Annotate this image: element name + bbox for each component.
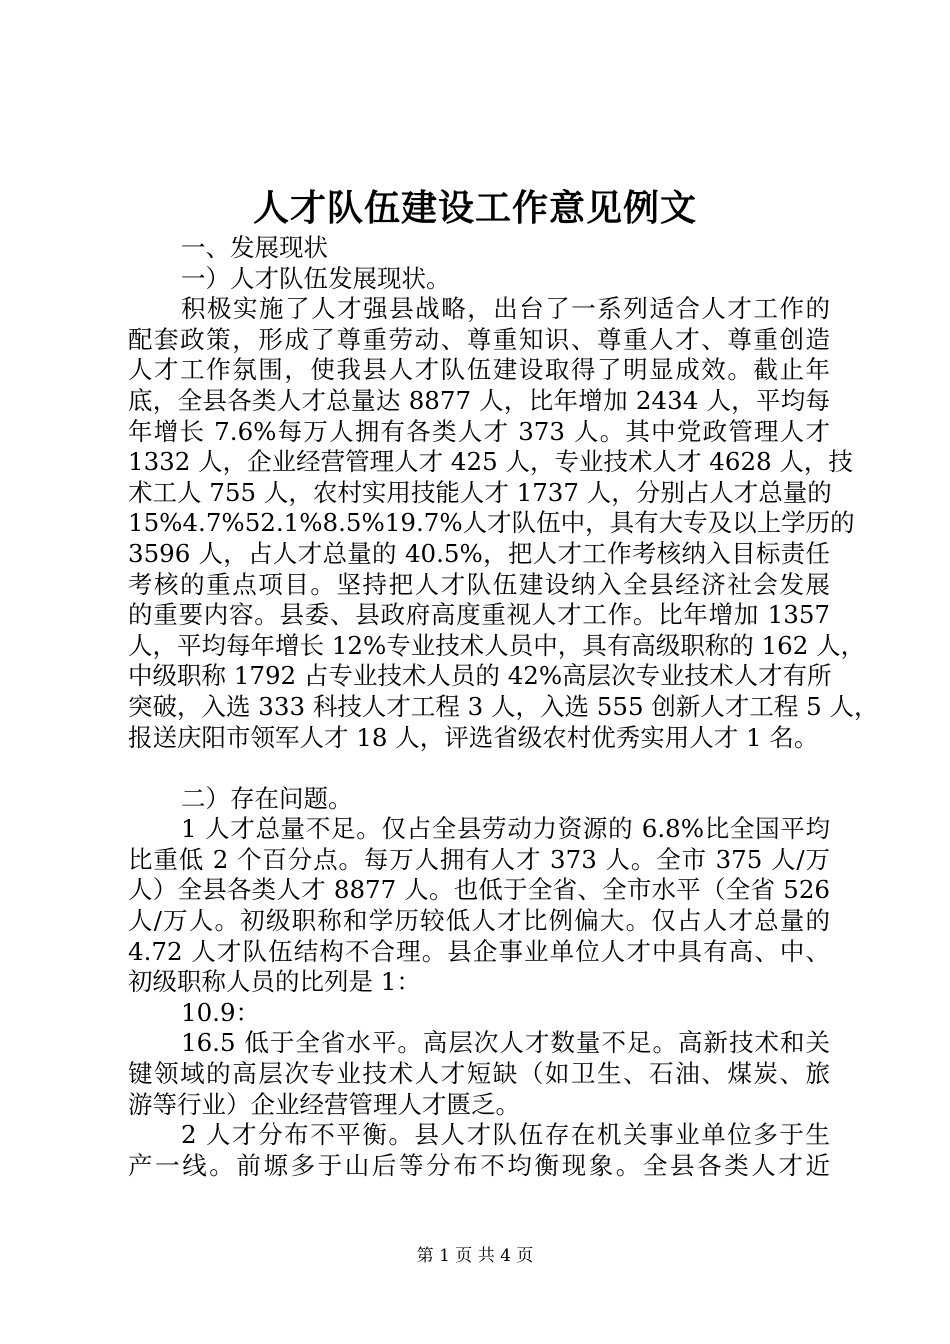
paragraph-line: 16.5 低于全省水平。高层次人才数量不足。高新技术和关 bbox=[181, 1028, 830, 1058]
paragraph-line: 配套政策，形成了尊重劳动、尊重知识、尊重人才、尊重创造 bbox=[128, 324, 830, 354]
paragraph-line: 报送庆阳市领军人才 18 人，评选省级农村优秀实用人才 1 名。 bbox=[128, 722, 819, 752]
paragraph-line: 1332 人，企业经营管理人才 425 人，专业技术人才 4628 人，技 bbox=[128, 447, 853, 477]
paragraph-line: 人）全县各类人才 8877 人。也低于全省、全市水平（全省 526 bbox=[128, 875, 830, 905]
paragraph-line: 的重要内容。县委、县政府高度重视人才工作。比年增加 1357 bbox=[128, 600, 830, 630]
document-body bbox=[128, 233, 879, 1181]
paragraph-line: 游等行业）企业经营管理人才匮乏。 bbox=[128, 1089, 520, 1119]
paragraph-line: 3596 人，占人才总量的 40.5%，把人才工作考核纳入目标责任 bbox=[128, 538, 830, 568]
paragraph-line: 突破，入选 333 科技人才工程 3 人，入选 555 创新人才工程 5 人， bbox=[128, 691, 879, 721]
paragraph-line: 考核的重点项目。坚持把人才队伍建设纳入全县经济社会发展 bbox=[128, 569, 830, 599]
paragraph-line: 术工人 755 人，农村实用技能人才 1737 人，分别占人才总量的 bbox=[128, 477, 832, 507]
paragraph-line: 1 人才总量不足。仅占全县劳动力资源的 6.8%比全国平均 bbox=[181, 814, 830, 844]
paragraph-line: 底，全县各类人才总量达 8877 人，比年增加 2434 人，平均每 bbox=[128, 385, 830, 415]
document-title: 人才队伍建设工作意见例文 bbox=[252, 187, 697, 229]
page-footer: 第 1 页 共 4 页 bbox=[416, 1246, 534, 1266]
paragraph-line: 初级职称人员的比列是 1： bbox=[128, 967, 421, 997]
paragraph-line: 积极实施了人才强县战略，出台了一系列适合人才工作的 bbox=[181, 294, 830, 324]
paragraph-line: 人才工作氛围，使我县人才队伍建设取得了明显成效。截止年 bbox=[128, 355, 830, 385]
paragraph-line: 4.72 人才队伍结构不合理。县企事业单位人才中具有高、中、 bbox=[128, 936, 830, 966]
paragraph-line: 产一线。前塬多于山后等分布不均衡现象。全县各类人才近 bbox=[128, 1150, 830, 1180]
paragraph-line: 人，平均每年增长 12%专业技术人员中，具有高级职称的 162 人， bbox=[128, 630, 866, 660]
paragraph-line: 人/万人。初级职称和学历较低人才比例偏大。仅占人才总量的 bbox=[128, 906, 830, 936]
subsection-heading: 二）存在问题。 bbox=[181, 783, 353, 813]
paragraph-line: 年增长 7.6%每万人拥有各类人才 373 人。其中党政管理人才 bbox=[128, 416, 830, 446]
paragraph-line: 10.9： bbox=[181, 997, 261, 1027]
paragraph-gap bbox=[128, 753, 830, 784]
paragraph-line: 比重低 2 个百分点。每万人拥有人才 373 人。全市 375 人/万 bbox=[128, 844, 830, 874]
paragraph-line: 2 人才分布不平衡。县人才队伍存在机关事业单位多于生 bbox=[181, 1120, 830, 1150]
paragraph-line: 键领域的高层次专业技术人才短缺（如卫生、石油、煤炭、旅 bbox=[128, 1059, 830, 1089]
subsection-heading: 一）人才队伍发展现状。 bbox=[181, 263, 451, 293]
section-heading: 一、发展现状 bbox=[181, 233, 328, 262]
paragraph-line: 15%4.7%52.1%8.5%19.7%人才队伍中，具有大专及以上学历的 bbox=[128, 508, 855, 538]
paragraph-line: 中级职称 1792 占专业技术人员的 42%高层次专业技术人才有所 bbox=[128, 661, 832, 691]
